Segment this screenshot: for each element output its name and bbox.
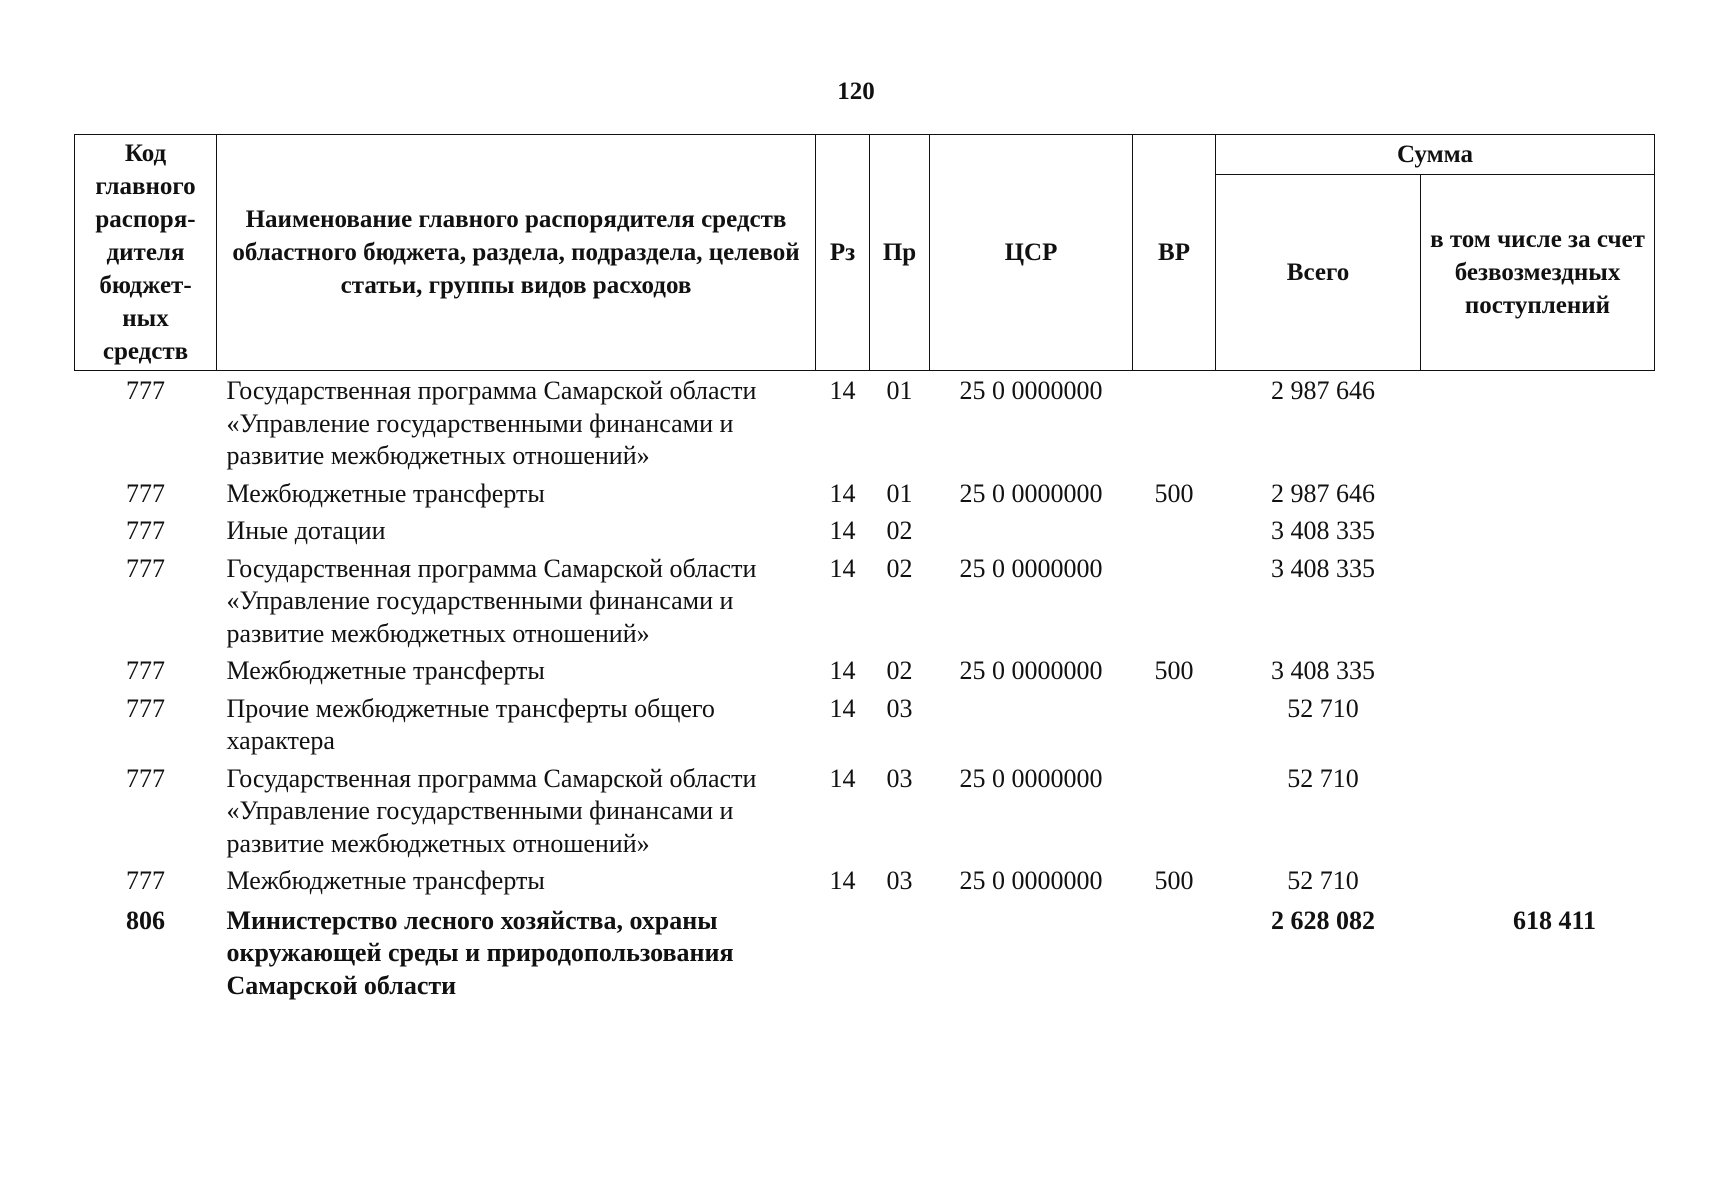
header-rz: Рз bbox=[816, 135, 870, 371]
header-free-receipts: в том числе за счет безвозмездных поступлений bbox=[1421, 175, 1655, 371]
cell-name: Иные дотации bbox=[226, 516, 386, 545]
cell-rz: 14 bbox=[829, 763, 856, 793]
cell-rz: 14 bbox=[829, 516, 856, 545]
cell-total: 52 710 bbox=[1287, 866, 1359, 895]
cell-name: Межбюджетные трансферты bbox=[226, 866, 545, 895]
table-row bbox=[75, 901, 1655, 1006]
cell-csr bbox=[930, 691, 1133, 761]
cell-name: Прочие межбюджетные трансферты общего характера bbox=[226, 693, 715, 755]
cell-code: 777 bbox=[126, 516, 165, 545]
cell-total: 2 628 082 bbox=[1271, 905, 1375, 935]
cell-csr: 25 0 0000000 bbox=[959, 553, 1103, 583]
cell-code: 777 bbox=[126, 553, 165, 583]
cell-vr: 500 bbox=[1154, 656, 1194, 685]
cell-pr: 02 bbox=[886, 516, 913, 545]
cell-code: 777 bbox=[126, 693, 165, 723]
cell-total: 52 710 bbox=[1287, 763, 1359, 793]
cell-csr bbox=[930, 513, 1133, 551]
cell-total: 52 710 bbox=[1287, 693, 1359, 723]
cell-vr bbox=[1133, 761, 1216, 864]
cell-csr: 25 0 0000000 bbox=[959, 866, 1103, 895]
cell-code: 777 bbox=[126, 763, 165, 793]
cell-free-receipts bbox=[1421, 551, 1655, 654]
table-row bbox=[75, 653, 1655, 691]
cell-total: 2 987 646 bbox=[1271, 478, 1375, 508]
cell-csr: 25 0 0000000 bbox=[959, 478, 1103, 508]
header-name: Наименование главного распорядителя средств областного бюджета, раздела, подраздела, целевой статьи, группы видов расходов bbox=[217, 135, 816, 371]
cell-free-receipts bbox=[1421, 863, 1655, 901]
cell-csr bbox=[930, 901, 1133, 1006]
cell-rz: 14 bbox=[829, 866, 856, 895]
cell-rz: 14 bbox=[829, 376, 856, 405]
cell-rz bbox=[816, 901, 870, 1006]
cell-free-receipts bbox=[1421, 653, 1655, 691]
cell-pr: 02 bbox=[886, 656, 913, 685]
cell-free-receipts bbox=[1421, 691, 1655, 761]
cell-vr bbox=[1133, 551, 1216, 654]
cell-pr: 01 bbox=[886, 376, 913, 405]
cell-pr: 03 bbox=[886, 693, 913, 723]
cell-code: 777 bbox=[126, 656, 165, 685]
cell-rz: 14 bbox=[829, 553, 856, 583]
cell-total: 3 408 335 bbox=[1271, 553, 1375, 583]
cell-total: 3 408 335 bbox=[1271, 656, 1375, 685]
cell-vr: 500 bbox=[1154, 866, 1194, 895]
cell-vr bbox=[1133, 691, 1216, 761]
page-number: 120 bbox=[837, 78, 875, 105]
cell-free-receipts: 618 411 bbox=[1512, 905, 1597, 935]
cell-csr: 25 0 0000000 bbox=[959, 763, 1103, 793]
cell-name: Государственная программа Самарской области «Управление государственными финансами и развитие межбюджетных отношений» bbox=[226, 553, 757, 648]
cell-name: Государственная программа Самарской области «Управление государственными финансами и развитие межбюджетных отношений» bbox=[226, 376, 757, 470]
cell-code: 777 bbox=[126, 376, 165, 405]
cell-csr: 25 0 0000000 bbox=[959, 656, 1103, 685]
budget-table bbox=[74, 134, 1655, 1005]
table-row bbox=[75, 863, 1655, 901]
cell-pr: 03 bbox=[886, 763, 913, 793]
cell-csr: 25 0 0000000 bbox=[959, 376, 1103, 405]
cell-name: Государственная программа Самарской области «Управление государственными финансами и развитие межбюджетных отношений» bbox=[226, 763, 757, 858]
cell-free-receipts bbox=[1421, 761, 1655, 864]
cell-vr bbox=[1133, 901, 1216, 1006]
cell-vr bbox=[1133, 513, 1216, 551]
cell-pr bbox=[870, 901, 930, 1006]
cell-total: 2 987 646 bbox=[1271, 376, 1375, 405]
table-row bbox=[75, 476, 1655, 514]
cell-rz: 14 bbox=[829, 478, 856, 508]
table-row bbox=[75, 691, 1655, 761]
header-pr: Пр bbox=[870, 135, 930, 371]
cell-rz: 14 bbox=[829, 693, 856, 723]
table-header bbox=[75, 135, 1655, 371]
cell-free-receipts bbox=[1421, 371, 1655, 476]
cell-code: 777 bbox=[126, 866, 165, 895]
cell-name: Министерство лесного хозяйства, охраны окружающей среды и природопользования Самарской области bbox=[226, 905, 734, 1000]
cell-pr: 03 bbox=[886, 866, 913, 895]
cell-name: Межбюджетные трансферты bbox=[226, 656, 545, 685]
cell-vr bbox=[1133, 371, 1216, 476]
cell-free-receipts bbox=[1421, 476, 1655, 514]
cell-rz: 14 bbox=[829, 656, 856, 685]
cell-vr: 500 bbox=[1154, 478, 1194, 508]
cell-pr: 02 bbox=[886, 553, 913, 583]
table-row bbox=[75, 551, 1655, 654]
cell-name: Межбюджетные трансферты bbox=[226, 478, 545, 508]
header-vr: ВР bbox=[1133, 135, 1216, 371]
table-row bbox=[75, 761, 1655, 864]
cell-total: 3 408 335 bbox=[1271, 516, 1375, 545]
header-summa: Сумма bbox=[1216, 135, 1655, 175]
table-body bbox=[75, 371, 1655, 1006]
table-row bbox=[75, 371, 1655, 476]
header-total: Всего bbox=[1216, 175, 1421, 371]
header-csr: ЦСР bbox=[930, 135, 1133, 371]
cell-code: 777 bbox=[126, 478, 165, 508]
table-row bbox=[75, 513, 1655, 551]
cell-pr: 01 bbox=[886, 478, 913, 508]
cell-code: 806 bbox=[126, 905, 165, 935]
cell-free-receipts bbox=[1421, 513, 1655, 551]
header-code: Код главного распоря-дителя бюджет-ных средств bbox=[75, 135, 217, 371]
